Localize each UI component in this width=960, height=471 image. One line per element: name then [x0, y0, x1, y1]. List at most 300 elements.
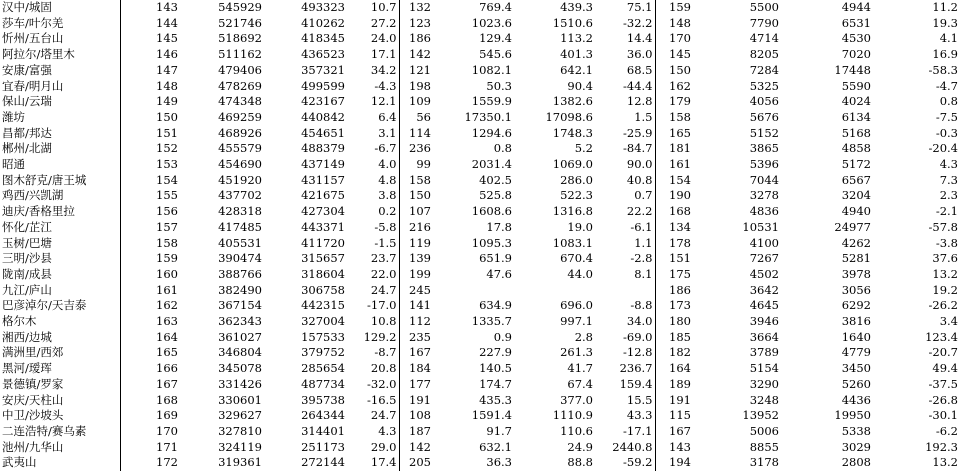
passengers-change-cell: -16.5: [367, 392, 397, 407]
movements-current-cell: 5154: [749, 361, 779, 376]
table-row: [0, 393, 960, 409]
cargo-current-cell: 0.9: [493, 329, 512, 344]
passengers-current-cell: 511162: [218, 47, 262, 62]
table-row: [0, 361, 960, 377]
rank-passengers-cell: 166: [120, 361, 180, 377]
rank-cargo-cell: 216: [399, 220, 433, 236]
cargo-change-cell: -44.4: [623, 78, 653, 93]
cargo-current-cell: 91.7: [486, 423, 512, 438]
rank-movements-cell: 145: [655, 47, 693, 63]
cargo-current-cell: 36.3: [486, 455, 512, 470]
movements-previous-cell: 7020: [841, 47, 871, 62]
rank-cargo-cell: 109: [399, 94, 433, 110]
movements-current-cell: 5500: [749, 0, 779, 14]
movements-previous-cell: 24977: [834, 219, 871, 234]
passengers-current-cell: 474348: [218, 94, 262, 109]
airport-name-cell: 宜春/明月山: [0, 79, 120, 95]
passengers-current-cell: 405531: [218, 235, 262, 250]
rank-movements-cell: 151: [655, 251, 693, 267]
rank-cargo-cell: 177: [399, 377, 433, 393]
cargo-current-cell: 1335.7: [471, 314, 512, 329]
passengers-previous-cell: 499599: [301, 78, 345, 93]
rank-cargo-cell: 184: [399, 361, 433, 377]
passengers-previous-cell: 427304: [301, 204, 345, 219]
rank-passengers-cell: 163: [120, 314, 180, 330]
movements-change-cell: -37.5: [928, 376, 958, 391]
cargo-change-cell: [595, 283, 655, 299]
rank-cargo-cell: 198: [399, 79, 433, 95]
rank-movements-cell: 186: [655, 283, 693, 299]
cargo-previous-cell: 5.2: [574, 141, 593, 156]
passengers-current-cell: 331426: [218, 376, 262, 391]
movements-current-cell: 3290: [749, 376, 779, 391]
cargo-current-cell: 1559.9: [471, 94, 512, 109]
rank-movements-cell: 189: [655, 377, 693, 393]
cargo-change-cell: 36.0: [626, 47, 653, 62]
passengers-previous-cell: 357321: [301, 62, 345, 77]
movements-previous-cell: 4436: [841, 392, 871, 407]
passengers-previous-cell: 327004: [301, 314, 345, 329]
passengers-previous-cell: 264344: [301, 408, 345, 423]
passengers-previous-cell: 157533: [301, 329, 345, 344]
movements-change-cell: 3.4: [939, 314, 958, 329]
movements-current-cell: 7284: [749, 62, 779, 77]
movements-current-cell: 4645: [749, 298, 779, 313]
cargo-previous-cell: [514, 283, 595, 299]
movements-previous-cell: 5281: [841, 251, 871, 266]
airport-name-cell: 九江/庐山: [0, 283, 120, 299]
airport-name-cell: 安康/富强: [0, 63, 120, 79]
passengers-current-cell: 521746: [218, 15, 262, 30]
passengers-previous-cell: 442315: [301, 298, 345, 313]
rank-movements-cell: 180: [655, 314, 693, 330]
table-row: [0, 157, 960, 173]
rank-movements-cell: 168: [655, 204, 693, 220]
passengers-current-cell: 345078: [218, 361, 262, 376]
rank-passengers-cell: 156: [120, 204, 180, 220]
cargo-change-cell: 34.0: [626, 314, 653, 329]
rank-cargo-cell: 139: [399, 251, 433, 267]
movements-previous-cell: 4530: [841, 31, 871, 46]
cargo-current-cell: 1095.3: [471, 235, 512, 250]
airport-name-cell: 池州/九华山: [0, 440, 120, 456]
table-row: [0, 63, 960, 79]
movements-current-cell: 13952: [742, 408, 779, 423]
rank-cargo-cell: 142: [399, 47, 433, 63]
cargo-current-cell: 435.3: [479, 392, 512, 407]
table-row: [0, 283, 960, 299]
cargo-change-cell: 14.4: [626, 31, 653, 46]
passengers-change-cell: 17.4: [370, 455, 397, 470]
movements-change-cell: -6.2: [935, 423, 958, 438]
movements-previous-cell: 4024: [841, 94, 871, 109]
passengers-change-cell: -17.0: [367, 298, 397, 313]
cargo-change-cell: 2440.8: [612, 439, 653, 454]
movements-change-cell: 13.2: [932, 455, 958, 470]
passengers-current-cell: 319361: [218, 455, 262, 470]
cargo-previous-cell: 522.3: [560, 188, 593, 203]
passengers-change-cell: 29.0: [370, 439, 397, 454]
movements-previous-cell: 19950: [834, 408, 871, 423]
passengers-previous-cell: 379752: [301, 345, 345, 360]
rank-passengers-cell: 153: [120, 157, 180, 173]
table-row: [0, 220, 960, 236]
cargo-current-cell: 769.4: [479, 0, 512, 14]
table-row: [0, 377, 960, 393]
table-row: [0, 236, 960, 252]
movements-change-cell: -7.5: [935, 109, 958, 124]
rank-cargo-cell: 121: [399, 63, 433, 79]
airport-name-cell: 景德镇/罗家: [0, 377, 120, 393]
rank-movements-cell: 179: [655, 94, 693, 110]
passengers-previous-cell: 423167: [301, 94, 345, 109]
movements-current-cell: 4836: [749, 204, 779, 219]
passengers-previous-cell: 285654: [301, 361, 345, 376]
cargo-previous-cell: 696.0: [560, 298, 593, 313]
cargo-previous-cell: 1510.6: [552, 15, 593, 30]
table-row: [0, 0, 960, 16]
passengers-previous-cell: 318604: [301, 266, 345, 281]
cargo-change-cell: -69.0: [623, 329, 653, 344]
rank-passengers-cell: 148: [120, 79, 180, 95]
movements-current-cell: 4714: [749, 31, 779, 46]
airport-name-cell: 迪庆/香格里拉: [0, 204, 120, 220]
cargo-current-cell: 50.3: [486, 78, 512, 93]
table-row: [0, 330, 960, 346]
movements-change-cell: -20.4: [928, 141, 958, 156]
movements-change-cell: -26.8: [928, 392, 958, 407]
cargo-change-cell: 68.5: [626, 62, 653, 77]
rank-passengers-cell: 165: [120, 345, 180, 361]
movements-current-cell: 3664: [749, 329, 779, 344]
movements-previous-cell: 6292: [841, 298, 871, 313]
rank-movements-cell: 181: [655, 141, 693, 157]
rank-passengers-cell: 155: [120, 188, 180, 204]
rank-movements-cell: 164: [655, 361, 693, 377]
airport-name-cell: 汉中/城固: [0, 0, 120, 16]
passengers-previous-cell: 272144: [301, 455, 345, 470]
cargo-previous-cell: 1316.8: [552, 204, 593, 219]
airport-name-cell: 玉树/巴塘: [0, 236, 120, 252]
rank-passengers-cell: 143: [120, 0, 180, 16]
cargo-current-cell: 1294.6: [471, 125, 512, 140]
airport-name-cell: 忻州/五台山: [0, 31, 120, 47]
rank-movements-cell: 167: [655, 424, 693, 440]
movements-change-cell: 0.8: [939, 94, 958, 109]
movements-previous-cell: 4940: [841, 204, 871, 219]
cargo-change-cell: 8.1: [634, 266, 653, 281]
movements-current-cell: 7044: [749, 172, 779, 187]
cargo-change-cell: -84.7: [623, 141, 653, 156]
cargo-change-cell: 1.5: [634, 109, 653, 124]
movements-current-cell: 7267: [749, 251, 779, 266]
passengers-previous-cell: 314401: [301, 423, 345, 438]
rank-cargo-cell: 191: [399, 393, 433, 409]
movements-current-cell: 10531: [742, 219, 779, 234]
table-row: [0, 314, 960, 330]
movements-previous-cell: 4779: [841, 345, 871, 360]
airport-name-cell: 武夷山: [0, 455, 120, 471]
rank-cargo-cell: 142: [399, 440, 433, 456]
rank-cargo-cell: 112: [399, 314, 433, 330]
movements-change-cell: 2.3: [939, 188, 958, 203]
table-row: [0, 173, 960, 189]
movements-previous-cell: 3029: [841, 439, 871, 454]
cargo-change-cell: -8.8: [630, 298, 653, 313]
airport-name-cell: 湘西/边城: [0, 330, 120, 346]
cargo-current-cell: 545.6: [479, 47, 512, 62]
passengers-current-cell: 362343: [218, 314, 262, 329]
rank-cargo-cell: 158: [399, 173, 433, 189]
passengers-current-cell: 388766: [218, 266, 262, 281]
movements-previous-cell: 5172: [841, 157, 871, 172]
table-row: [0, 345, 960, 361]
rank-passengers-cell: 157: [120, 220, 180, 236]
airport-name-cell: 安庆/天柱山: [0, 393, 120, 409]
movements-previous-cell: 5260: [841, 376, 871, 391]
cargo-previous-cell: 41.7: [567, 361, 593, 376]
cargo-current-cell: 129.4: [479, 31, 512, 46]
movements-previous-cell: 3978: [841, 266, 871, 281]
movements-current-cell: 3789: [749, 345, 779, 360]
rank-passengers-cell: 158: [120, 236, 180, 252]
cargo-change-cell: 43.3: [626, 408, 653, 423]
rank-cargo-cell: 123: [399, 16, 433, 32]
table-row: [0, 16, 960, 32]
passengers-current-cell: 545929: [218, 0, 262, 14]
movements-previous-cell: 6567: [841, 172, 871, 187]
movements-change-cell: 16.9: [932, 47, 958, 62]
rank-movements-cell: 173: [655, 298, 693, 314]
passengers-change-cell: 4.3: [378, 423, 397, 438]
passengers-previous-cell: 418345: [301, 31, 345, 46]
movements-current-cell: 8855: [749, 439, 779, 454]
movements-change-cell: 11.2: [932, 0, 958, 14]
movements-change-cell: -3.8: [935, 235, 958, 250]
cargo-change-cell: 90.0: [626, 157, 653, 172]
cargo-current-cell: 632.1: [479, 439, 512, 454]
passengers-previous-cell: 411720: [301, 235, 345, 250]
rank-cargo-cell: 245: [399, 283, 433, 299]
rank-cargo-cell: 167: [399, 345, 433, 361]
rank-movements-cell: 154: [655, 173, 693, 189]
rank-movements-cell: 170: [655, 31, 693, 47]
movements-change-cell: -20.7: [928, 345, 958, 360]
table-row: [0, 141, 960, 157]
cargo-current-cell: 2031.4: [471, 157, 512, 172]
passengers-previous-cell: 437149: [301, 157, 345, 172]
rank-passengers-cell: 151: [120, 126, 180, 142]
rank-passengers-cell: 164: [120, 330, 180, 346]
cargo-previous-cell: 67.4: [567, 376, 593, 391]
rank-passengers-cell: 149: [120, 94, 180, 110]
table-row: [0, 31, 960, 47]
rank-movements-cell: 194: [655, 455, 693, 471]
passengers-change-cell: 17.1: [370, 47, 397, 62]
rank-cargo-cell: 236: [399, 141, 433, 157]
movements-previous-cell: 5338: [841, 423, 871, 438]
airport-name-cell: 莎车/叶尔羌: [0, 16, 120, 32]
cargo-change-cell: 1.1: [634, 235, 653, 250]
rank-passengers-cell: 170: [120, 424, 180, 440]
rank-movements-cell: 148: [655, 16, 693, 32]
movements-current-cell: 5152: [749, 125, 779, 140]
movements-previous-cell: 5590: [841, 78, 871, 93]
movements-change-cell: 13.2: [932, 266, 958, 281]
passengers-change-cell: -4.3: [374, 78, 397, 93]
airport-name-cell: 格尔木: [0, 314, 120, 330]
movements-current-cell: 3178: [749, 455, 779, 470]
cargo-current-cell: 1591.4: [471, 408, 512, 423]
airport-name-cell: 三明/沙县: [0, 251, 120, 267]
cargo-change-cell: -25.9: [623, 125, 653, 140]
cargo-previous-cell: 2.8: [574, 329, 593, 344]
table-row: [0, 251, 960, 267]
cargo-previous-cell: 261.3: [560, 345, 593, 360]
passengers-current-cell: 382490: [218, 282, 262, 297]
cargo-previous-cell: 1382.6: [552, 94, 593, 109]
rank-movements-cell: 178: [655, 236, 693, 252]
cargo-change-cell: 40.8: [626, 172, 653, 187]
rank-cargo-cell: 205: [399, 455, 433, 471]
table-row: [0, 94, 960, 110]
passengers-current-cell: 468926: [218, 125, 262, 140]
movements-change-cell: 7.3: [939, 172, 958, 187]
rank-passengers-cell: 146: [120, 47, 180, 63]
passengers-change-cell: 3.1: [378, 125, 397, 140]
rank-movements-cell: 162: [655, 79, 693, 95]
movements-change-cell: -2.1: [935, 204, 958, 219]
passengers-current-cell: 390474: [218, 251, 262, 266]
rank-passengers-cell: 145: [120, 31, 180, 47]
rank-movements-cell: 159: [655, 0, 693, 16]
rank-movements-cell: 190: [655, 188, 693, 204]
movements-change-cell: -0.3: [935, 125, 958, 140]
passengers-current-cell: 324119: [218, 439, 262, 454]
cargo-previous-cell: 90.4: [567, 78, 593, 93]
movements-previous-cell: 4944: [841, 0, 871, 14]
passengers-change-cell: -6.7: [374, 141, 397, 156]
movements-change-cell: 37.6: [932, 251, 958, 266]
table-row: [0, 126, 960, 142]
cargo-previous-cell: 1748.3: [552, 125, 593, 140]
passengers-change-cell: 24.0: [370, 31, 397, 46]
cargo-previous-cell: 1083.1: [552, 235, 593, 250]
table-row: [0, 440, 960, 456]
cargo-change-cell: 15.5: [626, 392, 653, 407]
passengers-change-cell: -32.0: [367, 376, 397, 391]
rank-cargo-cell: 99: [399, 157, 433, 173]
passengers-previous-cell: 443371: [301, 219, 345, 234]
airport-name-cell: 图木舒克/唐王城: [0, 173, 120, 189]
airport-name-cell: 中卫/沙坡头: [0, 408, 120, 424]
passengers-current-cell: 455579: [218, 141, 262, 156]
cargo-current-cell: 1082.1: [471, 62, 512, 77]
movements-change-cell: -58.3: [928, 62, 958, 77]
cargo-previous-cell: 110.6: [560, 423, 593, 438]
movements-change-cell: 192.3: [925, 439, 958, 454]
table-row: [0, 110, 960, 126]
rank-movements-cell: 161: [655, 157, 693, 173]
passengers-current-cell: 518692: [218, 31, 262, 46]
passengers-change-cell: -5.8: [374, 219, 397, 234]
cargo-change-cell: 75.1: [626, 0, 653, 14]
passengers-current-cell: 428318: [218, 204, 262, 219]
cargo-previous-cell: 377.0: [560, 392, 593, 407]
cargo-current-cell: 47.6: [486, 266, 512, 281]
cargo-current-cell: [433, 283, 514, 299]
cargo-previous-cell: 401.3: [560, 47, 593, 62]
cargo-current-cell: 227.9: [479, 345, 512, 360]
rank-cargo-cell: 235: [399, 330, 433, 346]
passengers-previous-cell: 436523: [301, 47, 345, 62]
table-row: [0, 47, 960, 63]
rank-movements-cell: 175: [655, 267, 693, 283]
table-row: [0, 204, 960, 220]
airport-name-cell: 昭通: [0, 157, 120, 173]
passengers-current-cell: 330601: [218, 392, 262, 407]
rank-movements-cell: 158: [655, 110, 693, 126]
movements-change-cell: 4.3: [939, 157, 958, 172]
passengers-change-cell: 34.2: [370, 62, 397, 77]
passengers-previous-cell: 306758: [301, 282, 345, 297]
cargo-change-cell: -12.8: [623, 345, 653, 360]
movements-change-cell: 123.4: [925, 329, 958, 344]
rank-passengers-cell: 147: [120, 63, 180, 79]
passengers-current-cell: 479406: [218, 62, 262, 77]
cargo-previous-cell: 113.2: [560, 31, 593, 46]
cargo-current-cell: 174.7: [479, 376, 512, 391]
movements-previous-cell: 3450: [841, 361, 871, 376]
passengers-current-cell: 329627: [218, 408, 262, 423]
movements-current-cell: 5676: [749, 109, 779, 124]
airport-name-cell: 黑河/瑷珲: [0, 361, 120, 377]
cargo-previous-cell: 997.1: [560, 314, 593, 329]
movements-current-cell: 4502: [749, 266, 779, 281]
movements-previous-cell: 6531: [841, 15, 871, 30]
movements-change-cell: -57.8: [928, 219, 958, 234]
passengers-current-cell: 478269: [218, 78, 262, 93]
movements-previous-cell: 1640: [841, 329, 871, 344]
airport-name-cell: 巴彦淖尔/天吉泰: [0, 298, 120, 314]
cargo-change-cell: -6.1: [630, 219, 653, 234]
passengers-change-cell: 12.1: [370, 94, 397, 109]
rank-movements-cell: 191: [655, 393, 693, 409]
cargo-current-cell: 17350.1: [464, 109, 512, 124]
passengers-change-cell: 10.7: [370, 0, 397, 14]
passengers-current-cell: 437702: [218, 188, 262, 203]
movements-previous-cell: 4262: [841, 235, 871, 250]
passengers-current-cell: 346804: [218, 345, 262, 360]
rank-passengers-cell: 152: [120, 141, 180, 157]
rank-movements-cell: 182: [655, 345, 693, 361]
movements-previous-cell: 3204: [841, 188, 871, 203]
passengers-current-cell: 417485: [218, 219, 262, 234]
cargo-current-cell: 1023.6: [471, 15, 512, 30]
rank-cargo-cell: 119: [399, 236, 433, 252]
movements-current-cell: 3248: [749, 392, 779, 407]
cargo-previous-cell: 44.0: [567, 266, 593, 281]
table-row: [0, 79, 960, 95]
passengers-change-cell: -1.5: [374, 235, 397, 250]
airport-name-cell: 陇南/成县: [0, 267, 120, 283]
airport-name-cell: 怀化/芷江: [0, 220, 120, 236]
movements-current-cell: 8205: [749, 47, 779, 62]
rank-passengers-cell: 171: [120, 440, 180, 456]
table-row: [0, 298, 960, 314]
airport-name-cell: 满洲里/西郊: [0, 345, 120, 361]
cargo-change-cell: 236.7: [619, 361, 653, 376]
